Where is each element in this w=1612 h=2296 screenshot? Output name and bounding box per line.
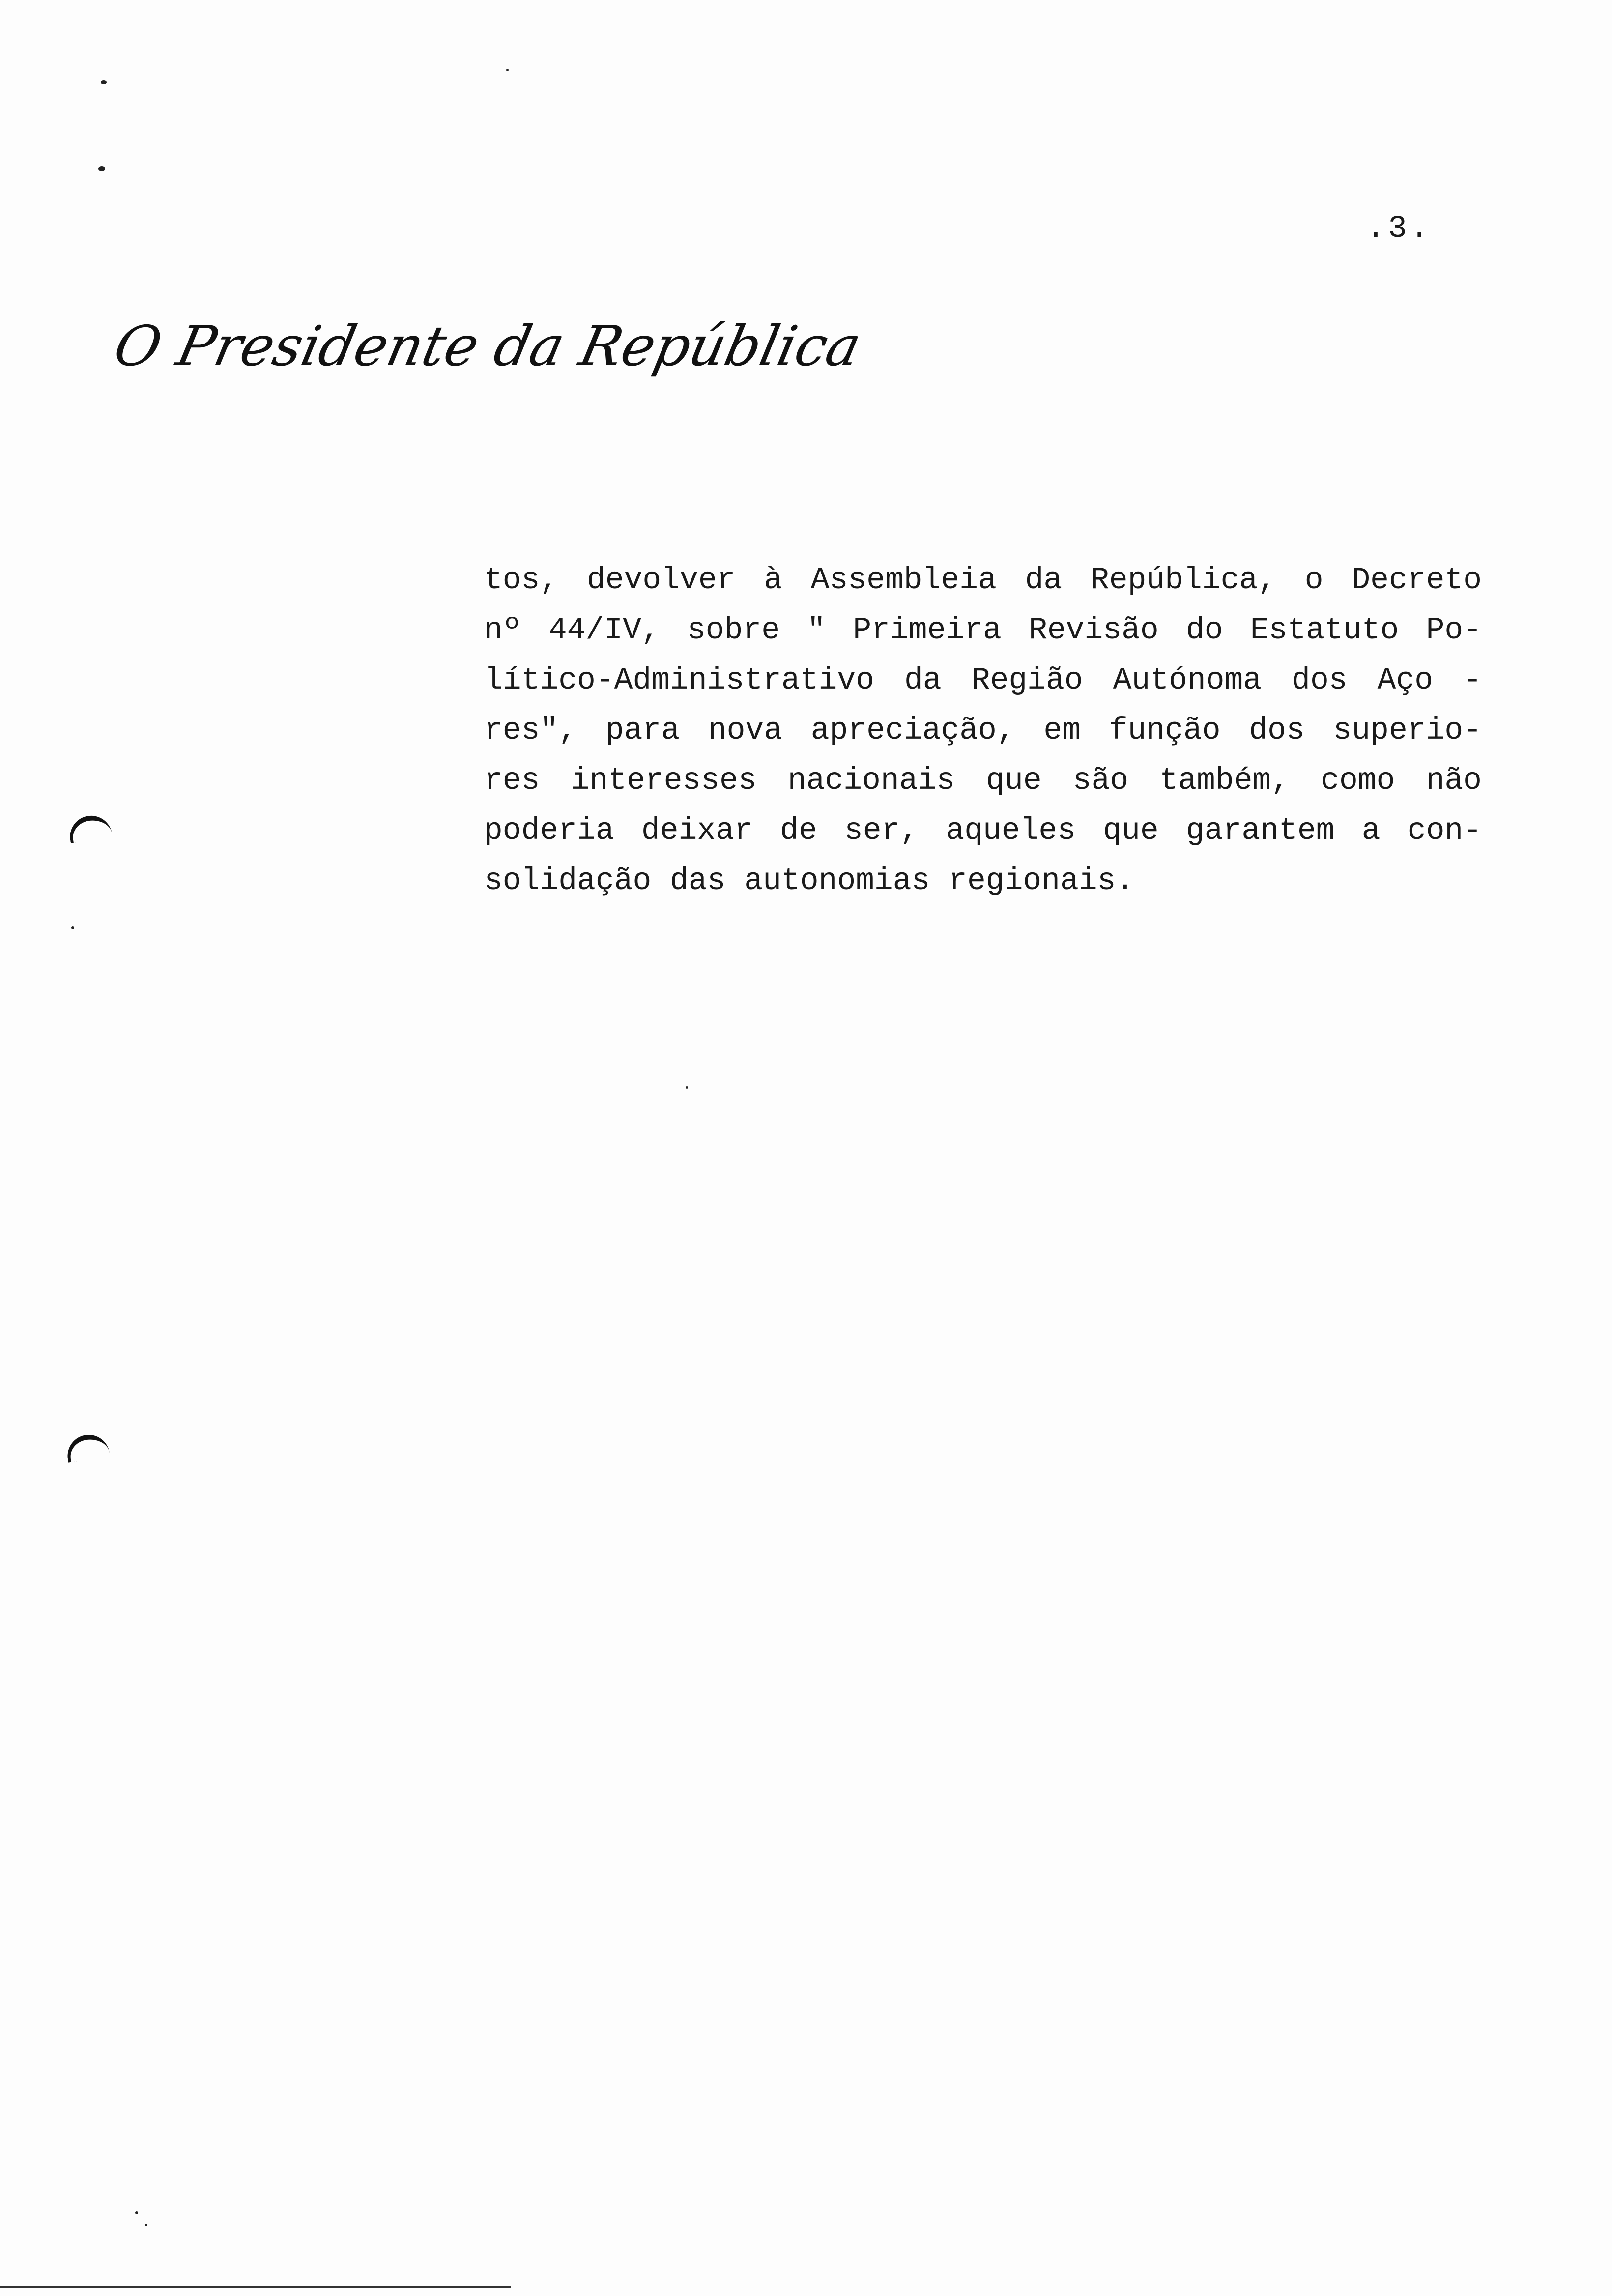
body-line: res", para nova apreciação, em função dos superio-: [484, 713, 1482, 748]
body-line: poderia deixar de ser, aqueles que garantem a con-: [484, 813, 1482, 848]
bottom-edge-rule: [0, 2286, 511, 2288]
body-paragraph: [484, 555, 1482, 906]
letterhead-title: O Presidente da República: [109, 315, 867, 378]
body-line: res interesses nacionais que são também, como não: [484, 763, 1482, 798]
body-line: lítico-Administrativo da Região Autónoma dos Aço -: [484, 663, 1482, 698]
punch-hole-mark: [65, 1432, 110, 1462]
scan-speck: [686, 1086, 688, 1089]
scan-speck: [135, 2211, 138, 2214]
body-line: nº 44/IV, sobre " Primeira Revisão do Estatuto Po-: [484, 613, 1482, 648]
body-line: tos, devolver à Assembleia da República, o Decreto: [484, 563, 1482, 598]
scan-speck: [71, 926, 74, 929]
body-line: solidação das autonomias regionais.: [484, 863, 1135, 898]
scan-speck: [101, 80, 107, 84]
page-number: .3.: [1366, 211, 1432, 247]
scan-speck: [145, 2224, 147, 2226]
punch-hole-mark: [67, 813, 113, 843]
scan-speck: [506, 69, 509, 71]
scan-speck: [98, 166, 105, 171]
